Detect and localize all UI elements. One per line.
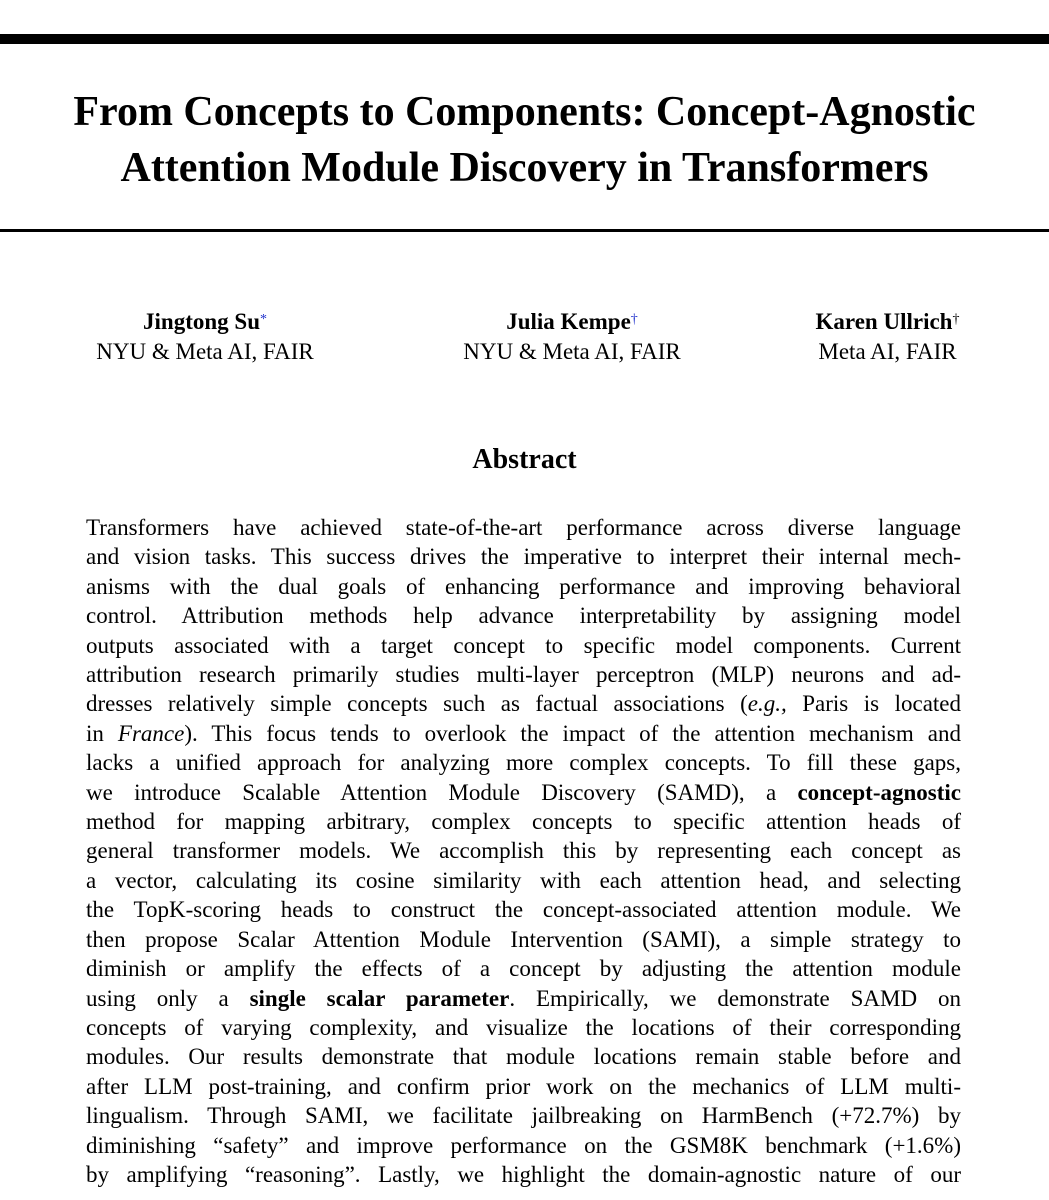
emphasis-france: France	[117, 720, 185, 746]
abstract-line: by amplifying “reasoning”. Lastly, we highlight the domain-agnostic nature of our	[86, 1161, 961, 1187]
title-bottom-rule	[0, 229, 1049, 232]
abstract-line: Transformers have achieved state-of-the-art performance across diverse language	[86, 515, 961, 540]
abstract-line: method for mapping arbitrary, complex concepts to specific attention heads of	[86, 809, 961, 835]
abstract-line: general transformer models. We accomplish this by representing each concept as	[86, 838, 961, 864]
abstract-heading: Abstract	[472, 444, 577, 475]
abstract-line: lingualism. Through SAMI, we facilitate jailbreaking on HarmBench (+72.7%) by	[86, 1103, 961, 1129]
abstract-line: and vision tasks. This success drives the imperative to interpret their internal mech-	[86, 544, 961, 570]
abstract-line: control. Attribution methods help advance interpretability by assigning model	[86, 603, 961, 629]
author-footnote-mark[interactable]: *	[259, 312, 267, 327]
author-name: Karen Ullrich†	[815, 309, 960, 334]
top-rule	[0, 34, 1049, 44]
author-footnote-mark: †	[952, 312, 960, 327]
abstract-line: using only a single scalar parameter. Empirically, we demonstrate SAMD on	[86, 985, 961, 1011]
author-block-3	[790, 307, 985, 367]
author-name: Julia Kempe†	[506, 309, 638, 334]
title-line-1: From Concepts to Components: Concept-Agnostic	[73, 89, 976, 135]
emphasis-eg: e.g.,	[747, 691, 787, 717]
paper-title	[0, 84, 1049, 196]
author-block-1	[70, 307, 340, 367]
author-name: Jingtong Su*	[143, 309, 267, 334]
abstract-line: a vector, calculating its cosine similarity with each attention head, and selecting	[86, 867, 961, 893]
author-affiliation: NYU & Meta AI, FAIR	[463, 339, 681, 364]
abstract-line: outputs associated with a target concept to specific model components. Current	[86, 632, 961, 658]
abstract-line: concepts of varying complexity, and visualize the locations of their corresponding	[86, 1014, 961, 1040]
author-affiliation: NYU & Meta AI, FAIR	[96, 339, 314, 364]
abstract-line: dresses relatively simple concepts such as factual associations (e.g., Paris is located	[86, 691, 962, 717]
author-block-2	[437, 307, 707, 367]
abstract-line: attribution research primarily studies multi-layer perceptron (MLP) neurons and ad-	[86, 662, 961, 688]
abstract-line: after LLM post-training, and confirm prior work on the mechanics of LLM multi-	[86, 1073, 961, 1099]
abstract-line: diminish or amplify the effects of a concept by adjusting the attention module	[86, 956, 961, 982]
abstract-line: diminishing “safety” and improve performance on the GSM8K benchmark (+1.6%)	[86, 1132, 961, 1158]
abstract-body	[86, 513, 961, 1189]
bold-concept-agnostic: concept-agnostic	[797, 779, 961, 805]
abstract-line: lacks a unified approach for analyzing more complex concepts. To fill these gaps,	[86, 750, 961, 776]
abstract-line: anisms with the dual goals of enhancing performance and improving behavioral	[86, 573, 961, 599]
title-line-2: Attention Module Discovery in Transformers	[120, 145, 929, 191]
bold-single-scalar: single scalar parameter	[249, 985, 510, 1011]
abstract-line: we introduce Scalable Attention Module Discovery (SAMD), a concept-agnostic	[86, 779, 961, 805]
abstract-line: the TopK-scoring heads to construct the concept-associated attention module. We	[86, 897, 961, 923]
author-footnote-mark[interactable]: †	[630, 312, 638, 327]
abstract-line: modules. Our results demonstrate that module locations remain stable before and	[86, 1044, 961, 1070]
abstract-line: in France). This focus tends to overlook the impact of the attention mechanism and	[86, 720, 961, 746]
abstract-line: then propose Scalar Attention Module Intervention (SAMI), a simple strategy to	[86, 926, 961, 952]
author-affiliation: Meta AI, FAIR	[818, 339, 957, 364]
